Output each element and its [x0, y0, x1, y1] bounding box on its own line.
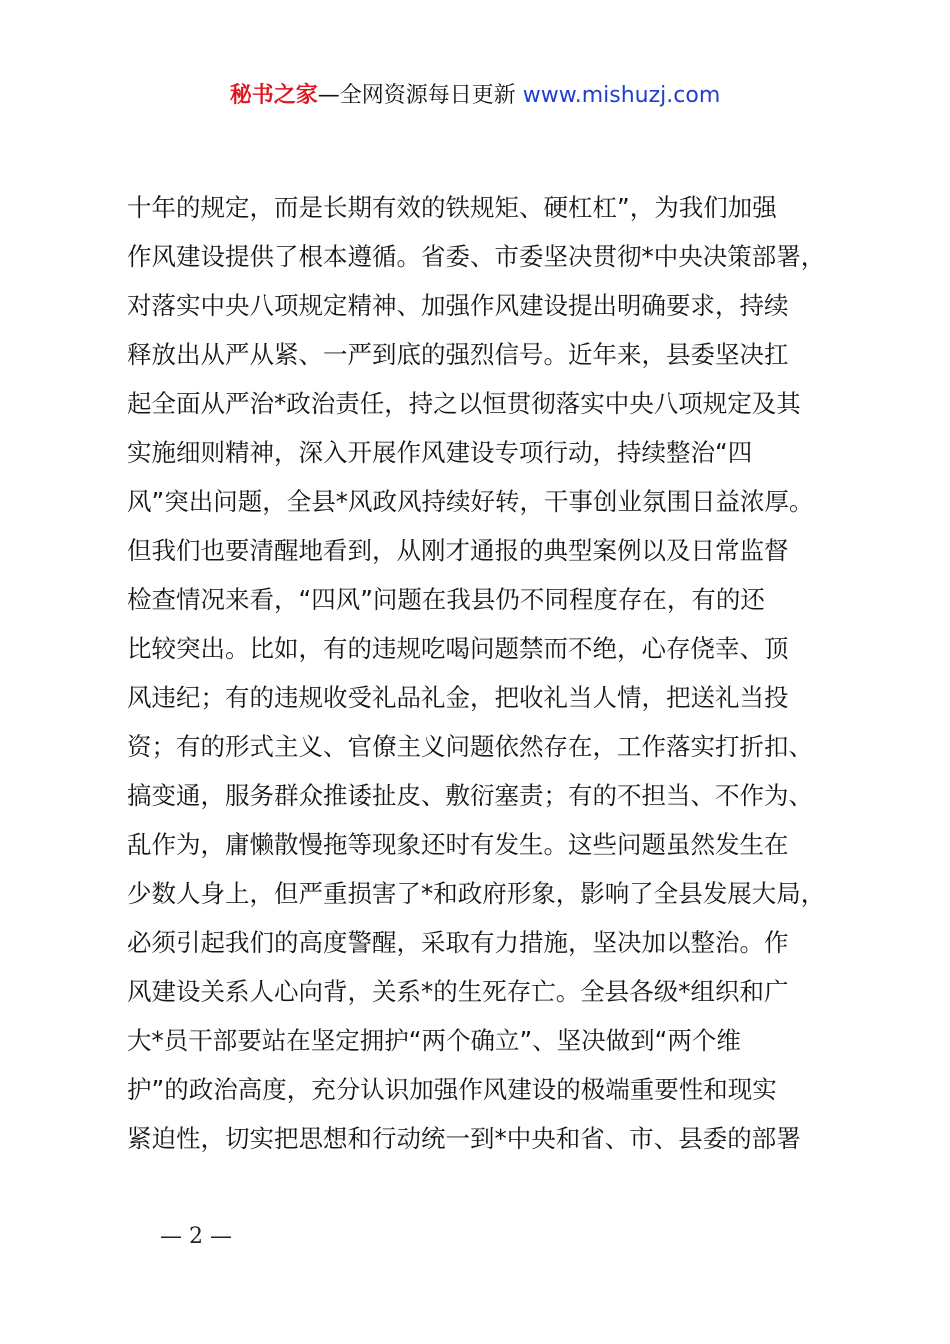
page-number: — 2 — — [160, 1224, 232, 1249]
text-line: 检查情况来看，“四风”问题在我县仍不同程度存在，有的还 — [127, 585, 765, 614]
text-line: 大*员干部要站在坚定拥护“两个确立”、坚决做到“两个维 — [127, 1026, 741, 1055]
text-line: 紧迫性，切实把思想和行动统一到*中央和省、市、县委的部署 — [127, 1124, 801, 1153]
text-line: 实施细则精神，深入开展作风建设专项行动，持续整治“四 — [127, 438, 753, 467]
text-line: 搞变通，服务群众推诿扯皮、敷衍塞责；有的不担当、不作为、 — [127, 781, 813, 810]
text-line: 少数人身上，但严重损害了*和政府形象，影响了全县发展大局， — [127, 879, 826, 908]
text-line: 对落实中央八项规定精神、加强作风建设提出明确要求，持续 — [127, 291, 789, 320]
header-tagline: —全网资源每日更新 — [317, 83, 516, 108]
text-line: 风建设关系人心向背，关系*的生死存亡。全县各级*组织和广 — [127, 977, 789, 1006]
document-body — [127, 183, 847, 1163]
brand-name: 秘书之家 — [229, 83, 318, 108]
text-line: 比较突出。比如，有的违规吃喝问题禁而不绝，心存侥幸、顶 — [127, 634, 789, 663]
text-line: 起全面从严治*政治责任，持之以恒贯彻落实中央八项规定及其 — [127, 389, 801, 418]
site-header — [0, 80, 950, 112]
text-line: 必须引起我们的高度警醒，采取有力措施，坚决加以整治。作 — [127, 928, 789, 957]
text-line: 护”的政治高度，充分认识加强作风建设的极端重要性和现实 — [127, 1075, 777, 1104]
text-line: 十年的规定，而是长期有效的铁规矩、硬杠杠”，为我们加强 — [127, 193, 777, 222]
text-line: 释放出从严从紧、一严到底的强烈信号。近年来，县委坚决扛 — [127, 340, 789, 369]
text-line: 但我们也要清醒地看到，从刚才通报的典型案例以及日常监督 — [127, 536, 789, 565]
text-line: 资；有的形式主义、官僚主义问题依然存在，工作落实打折扣、 — [127, 732, 813, 761]
site-url-link[interactable]: www.mishuzj.com — [522, 83, 721, 108]
text-line: 风违纪；有的违规收受礼品礼金，把收礼当人情，把送礼当投 — [127, 683, 789, 712]
text-line: 作风建设提供了根本遵循。省委、市委坚决贯彻*中央决策部署， — [127, 242, 826, 271]
text-line: 风”突出问题，全县*风政风持续好转，干事创业氛围日益浓厚。 — [127, 487, 814, 516]
text-line: 乱作为，庸懒散慢拖等现象还时有发生。这些问题虽然发生在 — [127, 830, 789, 859]
